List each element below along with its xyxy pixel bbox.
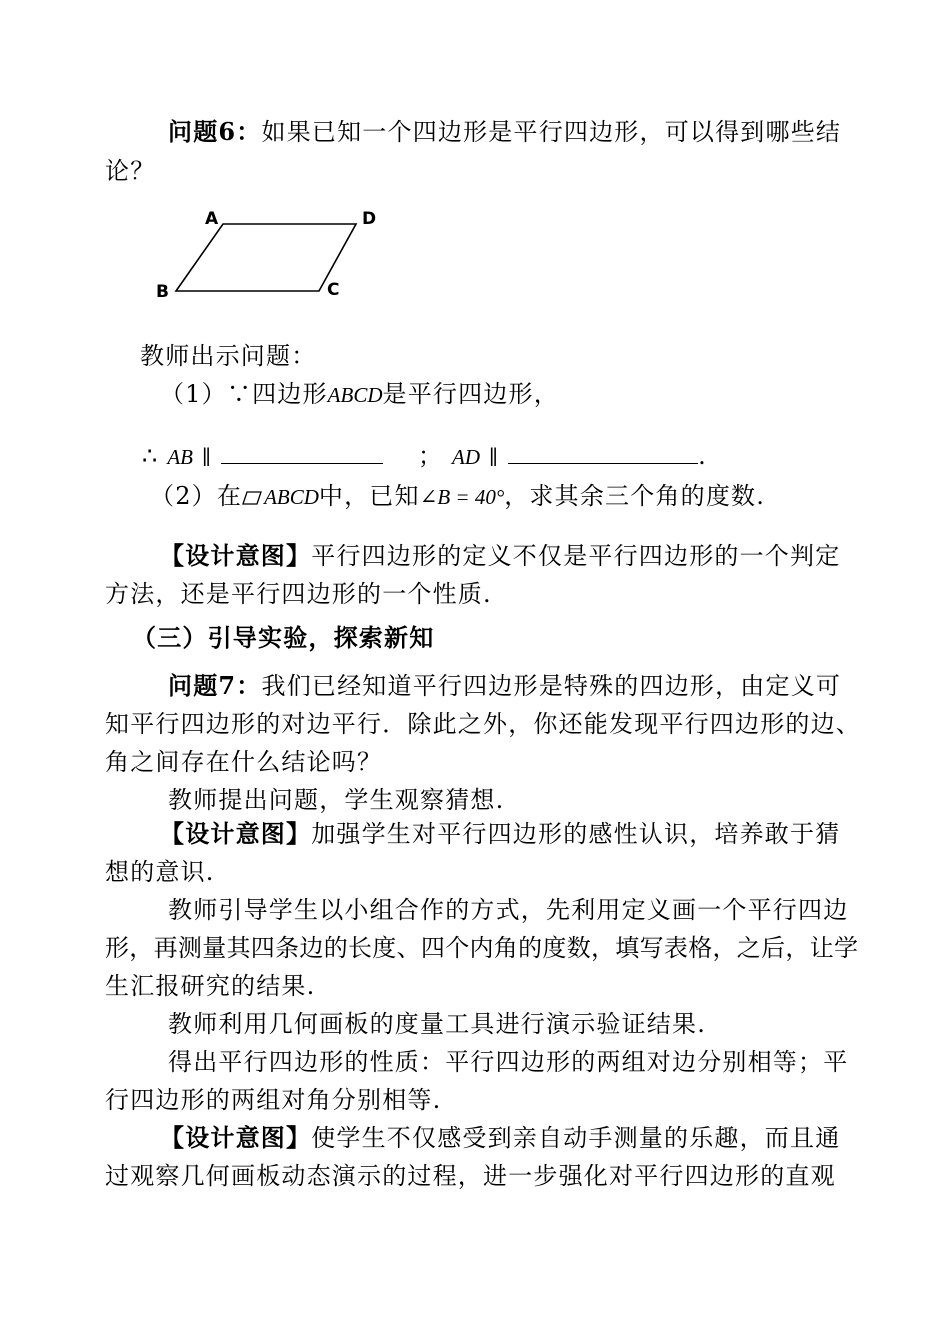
design-intent-3-label: 【设计意图】 (160, 1123, 312, 1152)
item-2-line (150, 480, 765, 513)
question-7-line-3 (105, 746, 382, 778)
design-intent-3-line-2 (105, 1160, 836, 1192)
design-intent-3-text: 使学生不仅感受到亲自动手测量的乐趣，而且通 (311, 1124, 841, 1152)
therefore-line (142, 440, 707, 473)
design-intent-2-text: 加强学生对平行四边形的感性认识，培养敢于猜 (311, 820, 841, 848)
question-7-text-end: 角之间存在什么结论吗？ (105, 748, 383, 776)
property-text-cont: 行四边形的两组对角分别相等. (105, 1086, 442, 1114)
property-paragraph-line-2 (105, 1084, 441, 1116)
design-intent-3-text-cont: 过观察几何画板动态演示的过程，进一步强化对平行四边形的直观 (105, 1162, 836, 1190)
property-paragraph-line-1 (168, 1046, 848, 1078)
period: . (698, 442, 707, 470)
question-6-line-2 (105, 155, 155, 187)
question-6-text: 如果已知一个四边形是平行四边形，可以得到哪些结 (261, 118, 842, 146)
therefore-symbol: ∴ (142, 442, 159, 470)
observe-paragraph (168, 784, 504, 816)
vertex-label-a: A (205, 209, 219, 229)
demo-paragraph (168, 1008, 706, 1040)
guide-paragraph-line-1 (168, 894, 848, 926)
vertex-label-d: D (362, 209, 377, 229)
question-6-text-cont: 论？ (105, 157, 156, 185)
question-7-line-2 (105, 708, 861, 740)
item-2-abcd: ABCD (264, 485, 319, 509)
angle-b-value: ∠B = 40° (419, 485, 505, 509)
observe-text: 教师提出问题，学生观察猜想. (168, 786, 505, 814)
item-1-prefix: （1）∵四边形 (160, 380, 328, 408)
teacher-prompt (140, 340, 316, 372)
design-intent-1-text-cont: 方法，还是平行四边形的一个性质. (105, 580, 492, 608)
vertex-label-b: B (156, 282, 169, 302)
section-heading-3 (132, 622, 434, 654)
guide-text: 教师引导学生以小组合作的方式，先利用定义画一个平行四边 (168, 896, 849, 924)
vertex-label-c: C (327, 280, 340, 300)
item-1-line (160, 378, 559, 411)
answer-blank-1[interactable] (221, 443, 383, 464)
semicolon: ； (417, 442, 444, 470)
design-intent-1-text: 平行四边形的定义不仅是平行四边形的一个判定 (311, 542, 841, 570)
guide-text-end: 生汇报研究的结果. (105, 972, 316, 1000)
item-1-suffix: 是平行四边形， (382, 380, 559, 408)
section-heading-3-text: （三）引导实验，探索新知 (132, 623, 435, 652)
segment-ab: AB (167, 445, 193, 469)
design-intent-1-line-2 (105, 578, 492, 610)
demo-text: 教师利用几何画板的度量工具进行演示验证结果. (168, 1010, 707, 1038)
teacher-prompt-text: 教师出示问题： (140, 342, 317, 370)
design-intent-3-line-1 (160, 1122, 840, 1154)
item-1-abcd: ABCD (327, 383, 383, 407)
question-6-label: 问题6： (168, 117, 262, 146)
question-7-text-cont: 知平行四边形的对边平行．除此之外，你还能发现平行四边形的边、 (105, 710, 861, 738)
answer-blank-2[interactable] (508, 443, 698, 464)
parallelogram-figure (150, 198, 390, 303)
parallel-symbol-1: ∥ (201, 445, 213, 469)
item-2-suffix: ，求其余三个角的度数. (504, 482, 766, 510)
question-7-text: 我们已经知道平行四边形是特殊的四边形，由定义可 (261, 672, 842, 700)
parallelogram-symbol-icon (242, 491, 262, 505)
item-2-prefix: （2）在 (150, 482, 243, 510)
design-intent-2-line-1 (160, 818, 840, 850)
guide-paragraph-line-3 (105, 970, 315, 1002)
design-intent-2-line-2 (105, 856, 215, 888)
parallel-symbol-2: ∥ (488, 445, 500, 469)
design-intent-2-label: 【设计意图】 (160, 819, 312, 848)
design-intent-1-line-1 (160, 540, 840, 572)
property-text: 得出平行四边形的性质：平行四边形的两组对边分别相等；平 (168, 1048, 849, 1076)
question-7-line-1 (168, 670, 841, 702)
design-intent-1-label: 【设计意图】 (160, 541, 312, 570)
design-intent-2-text-cont: 想的意识. (105, 858, 215, 886)
question-7-label: 问题7： (168, 671, 262, 700)
item-2-mid: 中，已知 (318, 482, 420, 510)
segment-ad: AD (452, 445, 481, 469)
guide-text-cont: 形，再测量其四条边的长度、四个内角的度数，填写表格，之后，让学 (105, 934, 859, 962)
question-6-line-1 (168, 116, 841, 148)
guide-paragraph-line-2 (105, 932, 858, 964)
